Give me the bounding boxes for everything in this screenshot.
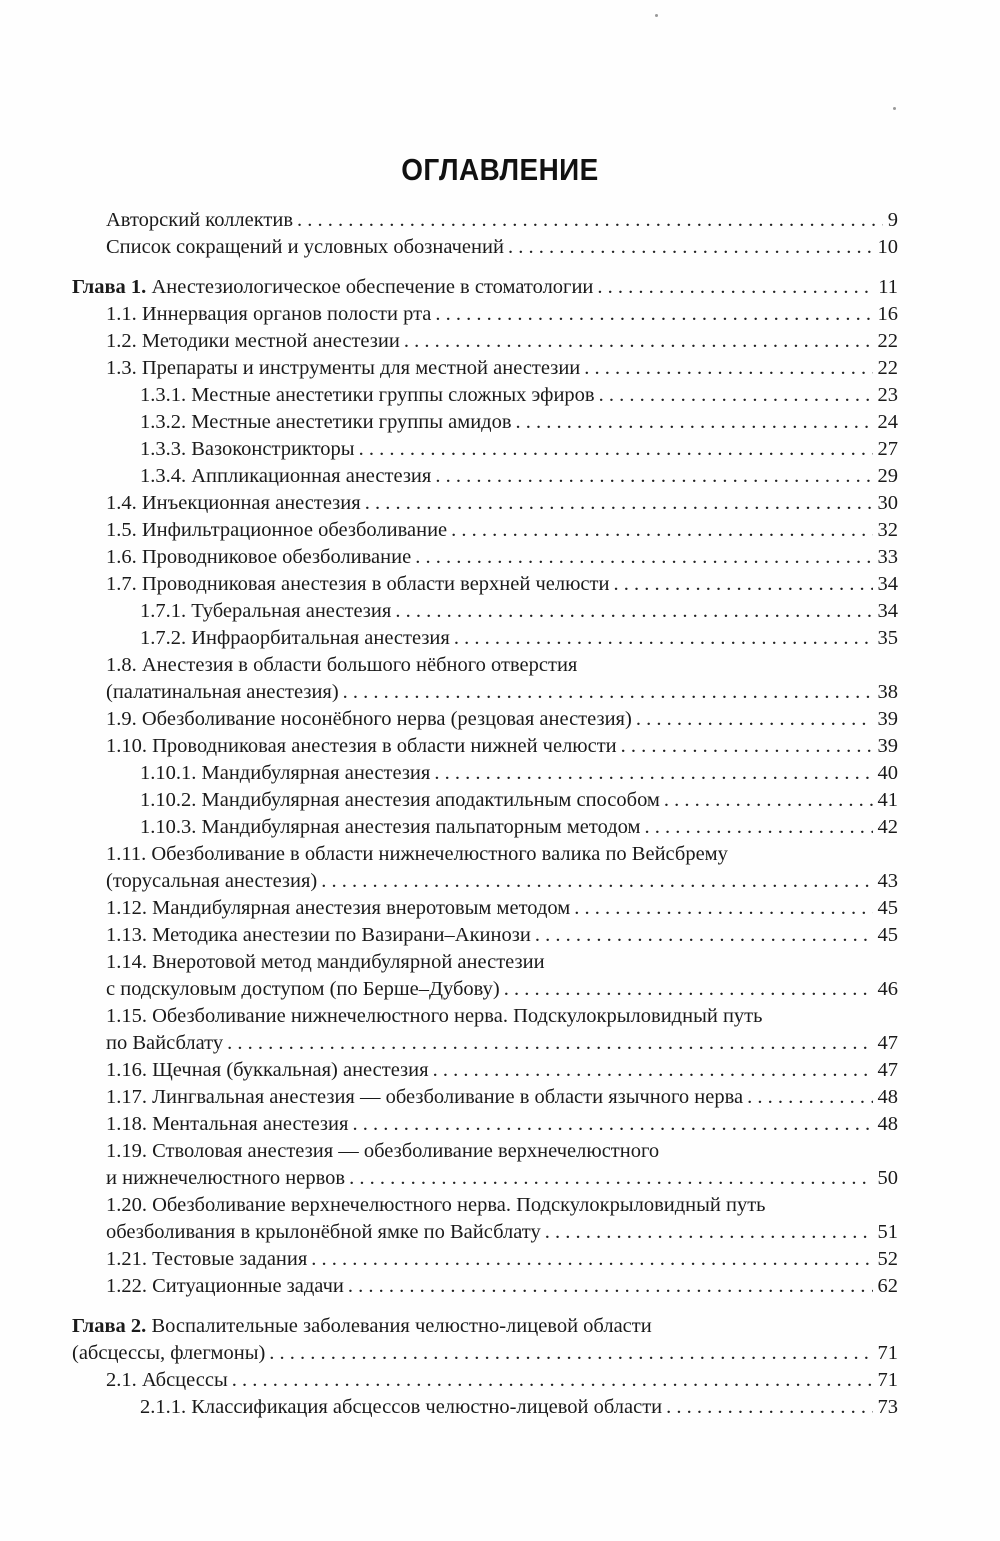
toc-entry[interactable] [140,1394,898,1420]
toc-entry-title [106,1246,307,1272]
toc-entry-title [106,571,609,597]
toc-entry-title [72,274,593,300]
toc-entry-title [106,706,632,732]
toc-entry[interactable] [140,787,898,813]
dot-leader [434,760,872,786]
dot-leader [621,733,873,759]
chapter-label: Глава 1. [72,276,147,298]
toc-entry-title-first: 1.8. Анестезия в области большого нёбного отверстия [106,654,578,676]
toc-entry[interactable] [140,382,898,408]
toc-entry[interactable] [106,207,898,233]
toc-page-number: 22 [877,357,898,379]
dot-leader [404,328,873,354]
dot-leader [636,706,873,732]
toc-entry-title [106,355,580,381]
toc-entry[interactable] [106,234,898,260]
toc-page-number: 42 [877,816,898,838]
toc-entry-title [106,1111,348,1137]
toc-page-number: 47 [877,1032,898,1054]
toc-entry-title-text: 1.10. Проводниковая анестезия в области нижней челюсти [106,735,617,757]
toc-entry-title [140,814,641,840]
toc-entry-title-text: (палатинальная анестезия) [106,681,339,703]
dot-leader [574,895,872,921]
toc-entry-title-text: по Вайсблату [106,1032,224,1054]
toc-page-number: 10 [877,236,898,258]
page-title: ОГЛАВЛЕНИЕ [401,152,599,187]
toc-entry-title-text: 1.1. Иннервация органов полости рта [106,303,432,325]
toc-entry-title-text: 1.7.1. Туберальная анестезия [140,600,392,622]
dot-leader [666,1394,872,1420]
toc-entry[interactable] [106,517,898,543]
dot-leader [352,1111,872,1137]
toc-page-number: 71 [877,1369,898,1391]
toc-entry-title-first: 1.19. Стволовая анестезия — обезболивание верхнечелюстного [106,1140,660,1162]
toc-entry-title-text: 1.3.2. Местные анестетики группы амидов [140,411,512,433]
dot-leader [516,409,873,435]
dot-leader [269,1340,872,1366]
toc-entry[interactable] [106,571,898,597]
toc-entry-title-first: 1.14. Внеротовой метод мандибулярной анестезии [106,951,545,973]
dot-leader [613,571,872,597]
toc-page-number: 45 [877,897,898,919]
toc-entry-title [106,976,500,1002]
toc-page-number: 43 [877,870,898,892]
toc-entry-title [106,207,293,233]
toc-page-number: 34 [877,600,898,622]
toc-entry-title-text: 2.1.1. Классификация абсцессов челюстно-лицевой области [140,1396,663,1418]
toc-entry-title-text: (абсцессы, флегмоны) [72,1342,266,1364]
toc-entry-title-text: 1.2. Методики местной анестезии [106,330,400,352]
toc-entry-title-first: 1.11. Обезболивание в области нижнечелюстного валика по Вейсбрему [106,843,728,865]
dot-leader [348,1273,873,1299]
toc-entry-title [106,1165,345,1191]
dot-leader [435,301,872,327]
toc-entry-first-line [106,652,577,678]
toc-entry-title [140,436,355,462]
toc-page-number: 52 [877,1248,898,1270]
toc-entry[interactable] [72,1340,898,1366]
toc-entry[interactable] [140,463,898,489]
dot-leader [415,544,872,570]
toc-page-number: 39 [877,708,898,730]
toc-entry-title-text: (торусальная анестезия) [106,870,318,892]
toc-page-number: 41 [877,789,898,811]
toc-entry[interactable] [106,328,898,354]
toc-entry-title [106,868,317,894]
toc-entry-title [106,517,447,543]
toc-entry-title [140,598,391,624]
dot-leader [454,625,873,651]
chapter-label: Глава 2. [72,1315,147,1337]
dot-leader [508,234,873,260]
dot-leader [504,976,873,1002]
toc-entry-title [106,544,411,570]
toc-entry-title-text: 1.22. Ситуационные задачи [106,1275,344,1297]
toc-entry[interactable] [140,598,898,624]
dot-leader [395,598,872,624]
toc-entry-title [106,679,339,705]
toc-page-number: 62 [877,1275,898,1297]
dot-leader [451,517,872,543]
toc-entry-title [106,1030,223,1056]
toc-entry-first-line [106,1192,766,1218]
toc-entry[interactable] [140,436,898,462]
toc-entry-title-text: 1.7. Проводниковая анестезия в области верхней челюсти [106,573,610,595]
dot-leader [321,868,872,894]
toc-page-number: 40 [877,762,898,784]
toc-entry-title-text: 1.10.2. Мандибулярная анестезия аподактильным способом [140,789,660,811]
toc-entry-title-text: 1.17. Лингвальная анестезия — обезболивание в области язычного нерва [106,1086,744,1108]
dot-leader [747,1084,872,1110]
toc-entry-title-text: 1.4. Инъекционная анестезия [106,492,361,514]
toc-entry-title-text: 1.3.1. Местные анестетики группы сложных эфиров [140,384,595,406]
toc-entry-title-text: 2.1. Абсцессы [106,1369,228,1391]
dot-leader [232,1367,873,1393]
toc-entry-title [106,234,504,260]
toc-entry[interactable] [106,868,898,894]
dot-leader [545,1219,873,1245]
toc-entry[interactable] [106,1111,898,1137]
toc-page-number: 48 [877,1113,898,1135]
dot-leader [297,207,883,233]
dot-leader [227,1030,872,1056]
toc-entry-title-text: 1.18. Ментальная анестезия [106,1113,349,1135]
toc-entry-title [140,409,512,435]
toc-entry-title-text: 1.21. Тестовые задания [106,1248,308,1270]
toc-entry-title [106,1367,228,1393]
toc-page-number: 27 [877,438,898,460]
toc-page-number: 45 [877,924,898,946]
toc-entry-title-first: Воспалительные заболевания челюстно-лицевой области [146,1315,652,1337]
dot-leader [359,436,873,462]
toc-entry-title-text: 1.7.2. Инфраорбитальная анестезия [140,627,450,649]
toc-page-number: 11 [878,276,898,298]
dot-leader [365,490,873,516]
dot-leader [433,1057,873,1083]
toc-page-number: 47 [877,1059,898,1081]
toc-entry[interactable] [106,706,898,732]
toc-entry[interactable] [106,895,898,921]
toc-entry[interactable] [106,544,898,570]
toc-page-number: 38 [877,681,898,703]
toc-entry[interactable] [72,274,898,300]
toc-entry-title-text: 1.12. Мандибулярная анестезия внеротовым методом [106,897,571,919]
toc-entry-first-line [106,841,728,867]
toc-entry-title-first: 1.20. Обезболивание верхнечелюстного нерва. Подскулокрыловидный путь [106,1194,766,1216]
toc-entry[interactable] [106,1057,898,1083]
toc-entry-title-text: Авторский коллектив [106,209,294,231]
toc-page-number: 30 [877,492,898,514]
toc-entry-title [140,760,430,786]
toc-page-number: 71 [877,1342,898,1364]
dot-leader [435,463,872,489]
toc-entry-title-text: Анестезиологическое обеспечение в стоматологии [146,276,594,298]
toc-entry-first-line [72,1313,652,1339]
toc-entry-title-text: 1.3.4. Аппликационная анестезия [140,465,432,487]
toc-page-number: 50 [877,1167,898,1189]
toc-page-number: 51 [877,1221,898,1243]
dot-leader [343,679,873,705]
toc-page-number: 34 [877,573,898,595]
dot-leader [535,922,873,948]
toc-entry-title-text: 1.10.3. Мандибулярная анестезия пальпаторным методом [140,816,641,838]
toc-entry[interactable] [106,355,898,381]
toc-page-number: 35 [877,627,898,649]
toc-entry[interactable] [106,733,898,759]
toc-entry-title-text: 1.16. Щечная (буккальная) анестезия [106,1059,429,1081]
dot-leader [645,814,873,840]
toc-page-number: 46 [877,978,898,1000]
toc-entry-first-line [106,949,545,975]
dot-leader [597,274,873,300]
toc-entry-title [140,625,450,651]
toc-entry-title-text: 1.13. Методика анестезии по Вазирани–Акинози [106,924,531,946]
toc-entry[interactable] [106,1367,898,1393]
toc-entry-title [106,922,531,948]
toc-page-number: 24 [877,411,898,433]
toc-entry-title [106,490,361,516]
toc-page-number: 32 [877,519,898,541]
toc-entry[interactable] [106,976,898,1002]
toc-entry-first-line [106,1138,659,1164]
toc-entry-title [106,1057,429,1083]
toc-entry-title-text: Список сокращений и условных обозначений [106,236,504,258]
dot-leader [664,787,873,813]
toc-page-number: 9 [887,209,898,231]
dot-leader [599,382,873,408]
toc-page-number: 22 [877,330,898,352]
toc-entry-title-text: и нижнечелюстного нервов [106,1167,346,1189]
toc-page-number: 23 [877,384,898,406]
toc-entry-title [106,733,617,759]
dot-leader [311,1246,872,1272]
toc-entry[interactable] [106,922,898,948]
toc-entry-title-text: 1.3. Препараты и инструменты для местной анестезии [106,357,581,379]
toc-page-number: 48 [877,1086,898,1108]
toc-entry-title [140,463,431,489]
toc-entry-title-first: 1.15. Обезболивание нижнечелюстного нерва. Подскулокрыловидный путь [106,1005,763,1027]
toc-entry-title-text: с подскуловым доступом (по Берше–Дубову) [106,978,500,1000]
toc-entry-title [140,1394,662,1420]
toc-entry-title-text: 1.9. Обезболивание носонёбного нерва (резцовая анестезия) [106,708,632,730]
toc-entry[interactable] [140,625,898,651]
dot-leader [349,1165,872,1191]
toc-entry-title [140,787,660,813]
toc-page-number: 33 [877,546,898,568]
toc-entry[interactable] [140,409,898,435]
toc-entry[interactable] [106,301,898,327]
toc-page-number: 16 [877,303,898,325]
toc-page-number: 73 [877,1396,898,1418]
toc-entry[interactable] [106,1246,898,1272]
toc-entry-title [106,1273,344,1299]
toc-page-number: 29 [877,465,898,487]
dot-leader [584,355,872,381]
toc-entry-title-text: 1.10.1. Мандибулярная анестезия [140,762,431,784]
toc-entry-title [72,1340,265,1366]
toc-entry-title [106,1084,743,1110]
toc-entry-title-text: 1.5. Инфильтрационное обезболивание [106,519,448,541]
toc-entry[interactable] [106,1084,898,1110]
toc-entry-title-text: обезболивания в крылонёбной ямке по Вайсблату [106,1221,541,1243]
toc-page-number: 39 [877,735,898,757]
toc-entry[interactable] [106,1165,898,1191]
toc-entry-title [106,328,400,354]
toc-entry-first-line [106,1003,762,1029]
toc-entry-title [140,382,595,408]
toc-entry[interactable] [106,679,898,705]
toc-entry-title [106,1219,541,1245]
toc-entry-title-text: 1.3.3. Вазоконстрикторы [140,438,355,460]
toc-entry[interactable] [106,1030,898,1056]
toc-entry-title [106,895,570,921]
toc-entry[interactable] [106,1219,898,1245]
toc-entry-title-text: 1.6. Проводниковое обезболивание [106,546,412,568]
toc-entry[interactable] [106,490,898,516]
toc-entry[interactable] [106,1273,898,1299]
toc-entry[interactable] [140,760,898,786]
toc-entry-title [106,301,431,327]
toc-entry[interactable] [140,814,898,840]
